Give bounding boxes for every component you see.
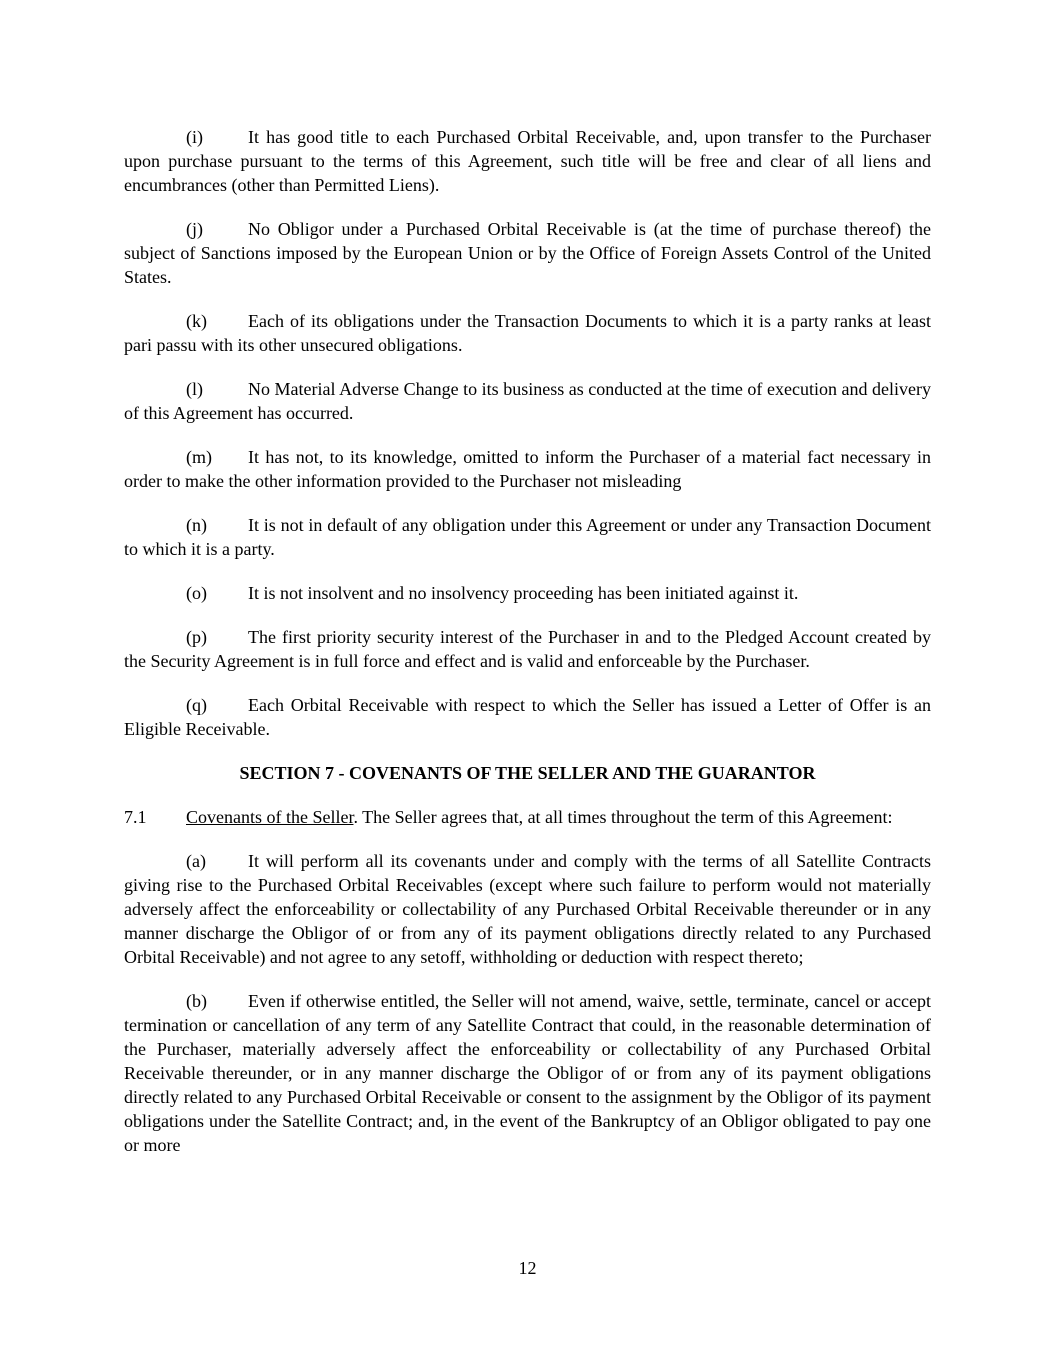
clause-paragraph — [124, 849, 931, 969]
clause-text: Each Orbital Receivable with respect to which the Seller has issued a Letter of Offer is an Eligible Receivable. — [124, 695, 931, 739]
clause-text: It is not insolvent and no insolvency proceeding has been initiated against it. — [248, 583, 799, 603]
clause-paragraph — [124, 217, 931, 289]
clause-label: (o) — [186, 583, 207, 603]
clause-label: (j) — [186, 219, 203, 239]
clause-text: No Obligor under a Purchased Orbital Receivable is (at the time of purchase thereof) the subject of Sanctions imposed by the European Union or by the Office of Foreign Assets Control of the United States. — [124, 219, 931, 287]
document-body — [124, 125, 931, 1177]
clause-label: (b) — [186, 991, 207, 1011]
subsection-number: 7.1 — [124, 807, 147, 827]
clause-paragraph — [124, 125, 931, 197]
clause-paragraph — [124, 989, 931, 1157]
covenants-list — [124, 849, 931, 1157]
clause-text: It has not, to its knowledge, omitted to inform the Purchaser of a material fact necessary in order to make the other information provided to the Purchaser not misleading — [124, 447, 931, 491]
page-number: 12 — [518, 1258, 537, 1278]
representations-list — [124, 125, 931, 741]
clause-paragraph — [124, 513, 931, 561]
clause-text: Even if otherwise entitled, the Seller will not amend, waive, settle, terminate, cancel or accept termination or cancellation of any term of any Satellite Contract that could, in the reasonable determination of the Purchaser, materially adversely affect the enforceability or collectability of any Purchased Orbital Receivable thereunder, or in any manner discharge the Obligor of or from any of its payment obligations directly related to any Purchased Orbital Receivable or consent to the assignment by the Obligor of its payment obligations under the Satellite Contract; and, in the event of the Bankruptcy of an Obligor obligated to pay one or more — [124, 991, 931, 1155]
section-heading: SECTION 7 - COVENANTS OF THE SELLER AND THE GUARANTOR — [239, 763, 816, 783]
clause-paragraph — [124, 309, 931, 357]
clause-paragraph — [124, 625, 931, 673]
clause-label: (a) — [186, 851, 206, 871]
clause-label: (l) — [186, 379, 203, 399]
clause-paragraph — [124, 377, 931, 425]
clause-label: (p) — [186, 627, 207, 647]
clause-paragraph — [124, 581, 931, 605]
clause-text: It will perform all its covenants under and comply with the terms of all Satellite Contracts giving rise to the Purchased Orbital Receivables (except where such failure to perform would not materially adversely affect the enforceability or collectability of any Purchased Orbital Receivable thereunder or in any manner discharge the Obligor of or from any of its payment obligations directly related to any Purchased Orbital Receivable) and not agree to any setoff, withholding or deduction with respect thereto; — [124, 851, 931, 967]
subsection-7-1 — [124, 805, 931, 829]
clause-text: It has good title to each Purchased Orbital Receivable, and, upon transfer to the Purchaser upon purchase pursuant to the terms of this Agreement, such title will be free and clear of all liens and encumbrances (other than Permitted Liens). — [124, 127, 931, 195]
clause-label: (k) — [186, 311, 207, 331]
clause-label: (n) — [186, 515, 207, 535]
subsection-title: Covenants of the Seller — [186, 807, 354, 827]
clause-paragraph — [124, 693, 931, 741]
subsection-text: . The Seller agrees that, at all times throughout the term of this Agreement: — [353, 807, 893, 827]
clause-label: (m) — [186, 447, 212, 467]
clause-label: (i) — [186, 127, 203, 147]
clause-text: The first priority security interest of the Purchaser in and to the Pledged Account created by the Security Agreement is in full force and effect and is valid and enforceable by the Purchaser. — [124, 627, 931, 671]
clause-text: No Material Adverse Change to its business as conducted at the time of execution and delivery of this Agreement has occurred. — [124, 379, 931, 423]
clause-text: Each of its obligations under the Transaction Documents to which it is a party ranks at least pari passu with its other unsecured obligations. — [124, 311, 931, 355]
clause-label: (q) — [186, 695, 207, 715]
clause-text: It is not in default of any obligation under this Agreement or under any Transaction Document to which it is a party. — [124, 515, 931, 559]
clause-paragraph — [124, 445, 931, 493]
